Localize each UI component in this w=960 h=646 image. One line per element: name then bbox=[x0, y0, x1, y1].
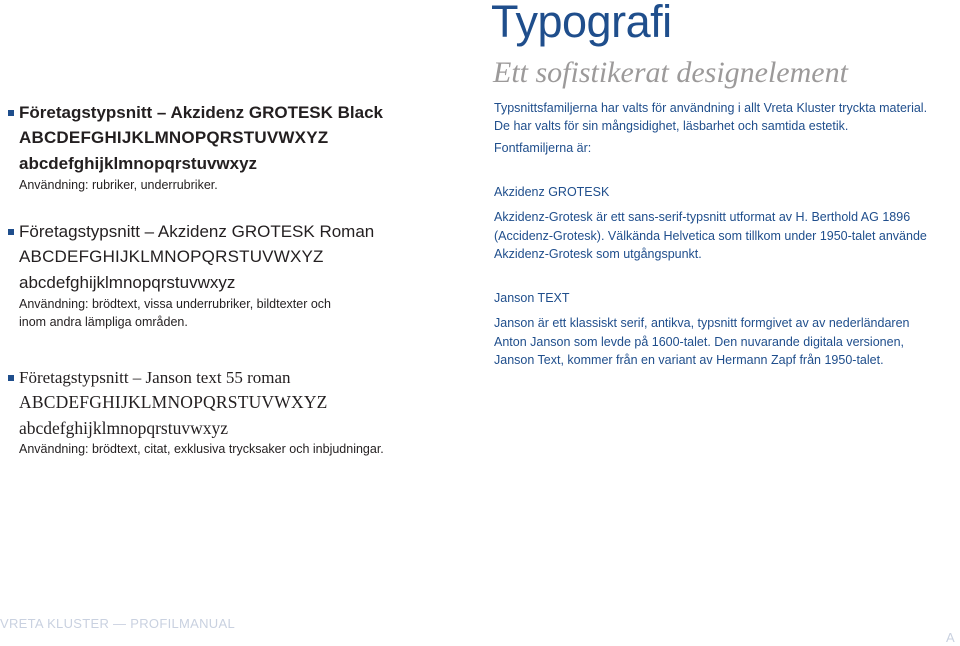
bullet-icon bbox=[8, 375, 14, 381]
font-sample-black-title bbox=[8, 103, 383, 123]
page-marker: A bbox=[946, 630, 955, 645]
font-sample-black-lowercase: abcdefghijklmnopqrstuvwxyz bbox=[19, 154, 258, 173]
page-title: Typografi bbox=[491, 0, 672, 47]
janson-description: Janson är ett klassiskt serif, antikva, typsnitt formgivet av av nederländaren Anton Janson som levde på 1600-talet. Den nuvarande digitala versionen, Janson Text, kommer från en variant av Hermann Zapf från 1950-talet. bbox=[494, 316, 910, 367]
font-sample-roman-usage: Användning: brödtext, vissa underrubriker, bildtexter och inom andra lämpliga områden. bbox=[19, 297, 331, 329]
font-sample-janson-lowercase: abcdefghijklmnopqrstuvwxyz bbox=[19, 418, 228, 438]
intro-paragraph: Typsnittsfamiljerna har valts för användning i allt Vreta Kluster tryckta material. De har valts för sin mångsidighet, läsbarhet och samtida estetik. bbox=[494, 101, 928, 133]
font-sample-janson-title bbox=[8, 368, 291, 388]
font-sample-janson-usage: Användning: brödtext, citat, exklusiva trycksaker och inbjudningar. bbox=[19, 442, 384, 456]
font-sample-roman-lowercase: abcdefghijklmnopqrstuvwxyz bbox=[19, 273, 236, 292]
font-sample-janson-uppercase: ABCDEFGHIJKLMNOPQRSTUVWXYZ bbox=[19, 392, 328, 412]
font-sample-black-usage: Användning: rubriker, underrubriker. bbox=[19, 178, 218, 192]
font-sample-roman-title bbox=[8, 222, 374, 242]
bullet-icon bbox=[8, 229, 14, 235]
akzidenz-heading: Akzidenz GROTESK bbox=[494, 185, 610, 199]
font-sample-roman-uppercase: ABCDEFGHIJKLMNOPQRSTUVWXYZ bbox=[19, 247, 324, 266]
font-family-label: Fontfamiljerna är: bbox=[494, 141, 592, 155]
akzidenz-description: Akzidenz-Grotesk är ett sans-serif-typsnitt utformat av H. Berthold AG 1896 (Accidenz-Grotesk). Välkända Helvetica som tillkom under 1950-talet använde Akzidenz-Grotesk som utgångspunkt. bbox=[494, 210, 927, 261]
footer-text: VRETA KLUSTER — PROFILMANUAL bbox=[0, 616, 235, 631]
font-title-text: Företagstypsnitt – Akzidenz GROTESK Roman bbox=[19, 222, 375, 241]
font-title-text: Företagstypsnitt – Janson text 55 roman bbox=[19, 368, 291, 387]
font-title-text: Företagstypsnitt – Akzidenz GROTESK Black bbox=[19, 103, 383, 122]
font-sample-black-uppercase: ABCDEFGHIJKLMNOPQRSTUVWXYZ bbox=[19, 128, 329, 147]
janson-heading: Janson TEXT bbox=[494, 291, 570, 305]
page-subtitle: Ett sofistikerat designelement bbox=[493, 56, 848, 89]
bullet-icon bbox=[8, 110, 14, 116]
